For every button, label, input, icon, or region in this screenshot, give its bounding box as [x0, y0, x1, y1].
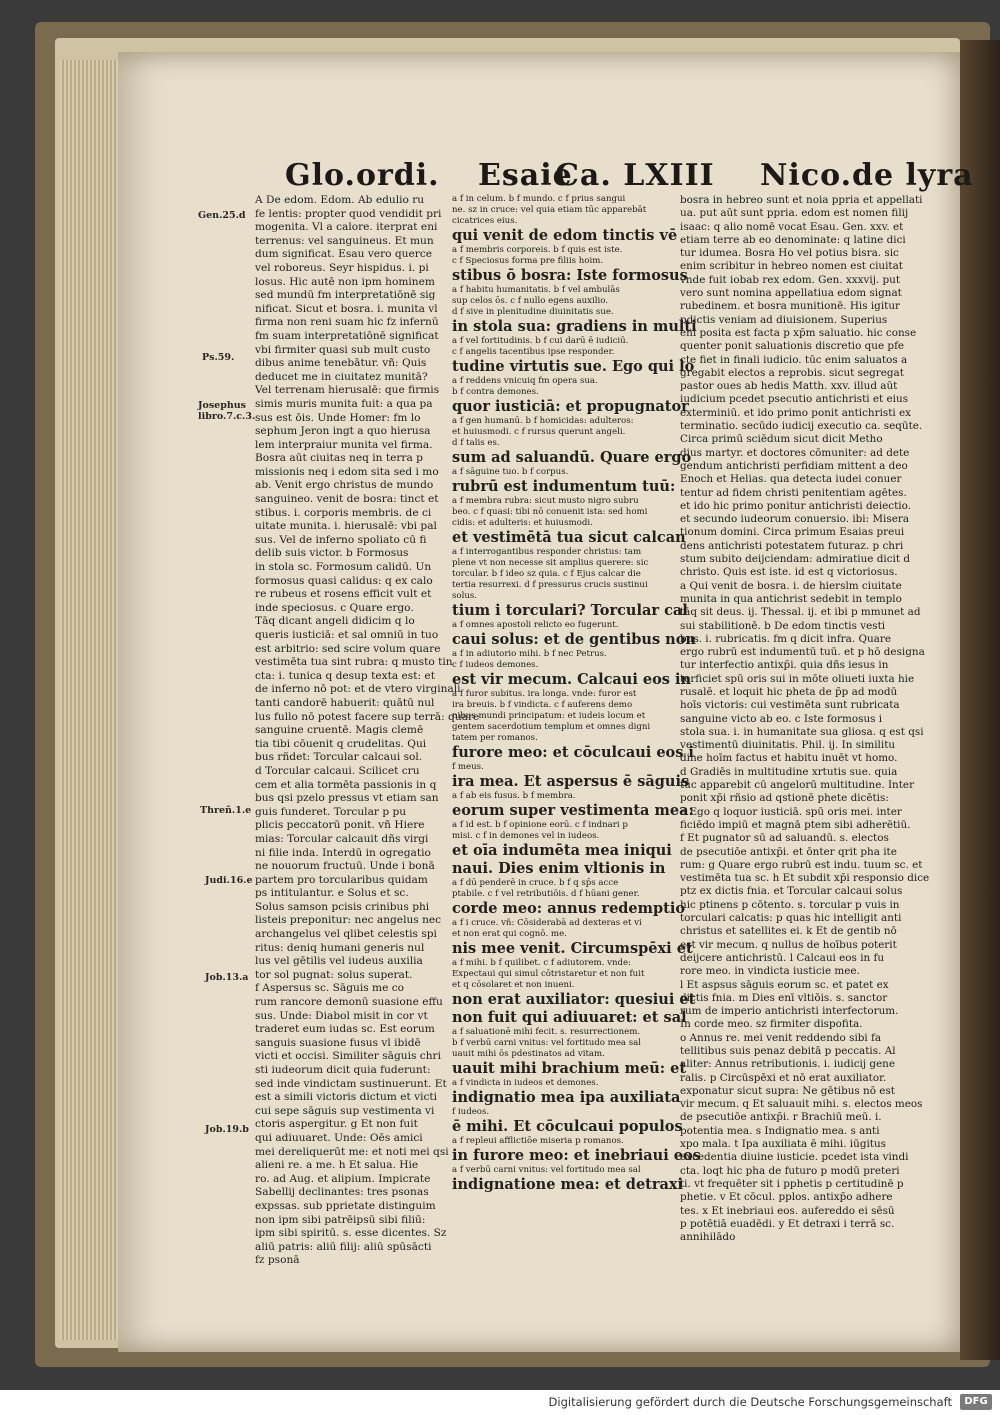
- text-line: uauit mihi brachium meū: et: [452, 1060, 687, 1077]
- text-line: sui stabilitionē. b De edom tinctis vesti: [680, 619, 886, 632]
- text-line: a f membris corporeis. b f quis est iste.: [452, 245, 623, 255]
- text-line: ni filie inda. Interdū in ogregatio: [255, 846, 431, 859]
- text-line: in stola sua: gradiens in multi: [452, 318, 697, 335]
- margin-note: Josephus libro.7.c.3.: [198, 400, 256, 422]
- text-line: tudine virtutis sue. Ego qui lo: [452, 358, 695, 375]
- dfg-logo: DFG: [960, 1394, 992, 1410]
- text-line: caui solus: et de gentibus non: [452, 631, 696, 648]
- text-line: sus. Vel de inferno spoliato cū fi: [255, 533, 427, 546]
- text-line: ipm sibi spiritū. s. esse dicentes. Sz: [255, 1227, 447, 1240]
- margin-note: Gen.25.d: [198, 210, 246, 221]
- text-line: sus est ōis. Unde Homer: fm lo: [255, 411, 421, 424]
- text-line: partem pro torcularibus quidam: [255, 873, 428, 886]
- text-line: dens antichristi potestatem futuraz. p chri: [680, 539, 904, 552]
- text-line: plene vt non necesse sit amplius querere: sic: [452, 558, 649, 568]
- text-line: ira mea. Et aspersus ē sāguis: [452, 773, 690, 790]
- text-line: et q cōsolaret et non inueni.: [452, 980, 575, 990]
- text-line: a f interrogantibus responder christus: tam: [452, 547, 642, 557]
- text-line: sum ad saluandū. Quare ergo: [452, 449, 692, 466]
- text-line: Enoch et Helias. qua detecta iudei conuer: [680, 473, 902, 486]
- text-line: ficiēdo impiū et magnā ptem sibi adherētiū.: [680, 818, 911, 831]
- text-line: cui sepe sāguis sup vestimenta vi: [255, 1104, 435, 1117]
- text-line: ne. sz in cruce: vel quia etiam tūc apparebāt: [452, 205, 647, 215]
- text-line: a Qui venit de bosra. i. de hierslm ciuitate: [680, 579, 902, 592]
- text-line: a f gen humanū. b f homicidas: adulteros:: [452, 416, 634, 426]
- text-line: et non erat qui cognō. me.: [452, 929, 567, 939]
- text-column: [452, 194, 701, 1194]
- text-line: annihilādo: [680, 1231, 736, 1244]
- text-line: sanguis suasione fusus vl ibidē: [255, 1036, 421, 1049]
- text-line: a f reddens vnicuiq fm opera sua.: [452, 376, 598, 386]
- text-line: ctoris aspergitur. g Et non fuit: [255, 1118, 418, 1131]
- text-line: cte fiet in finali iudicio. tūc enim saluatos a: [680, 353, 908, 366]
- text-line: sanguine victo ab eo. c Iste formosus i: [680, 712, 883, 725]
- text-line: ti. vt frequēter sit i pphetis p certitudinē p: [680, 1177, 904, 1190]
- text-line: a f mihi. b f quilibet. c f adiutorem. vnde:: [452, 958, 632, 968]
- text-line: a f i cruce. vñ: Cōsiderabā ad dexteras et vi: [452, 918, 642, 928]
- text-line: non ipm sibi patrēipsū sibi filiū:: [255, 1213, 426, 1226]
- text-line: a f verbū carni vnitus: vel fortitudo mea sal: [452, 1165, 641, 1175]
- text-line: c f Speciosus forma pre filiis hoim.: [452, 256, 604, 266]
- text-line: d Torcular calcaui. Scilicet cru: [255, 764, 420, 777]
- text-line: ro. ad Aug. et alipium. Impicrate: [255, 1172, 431, 1185]
- text-line: sed mundū fm interpretatiōnē sig: [255, 289, 436, 302]
- text-line: ptabile. c f vel retributiōis. d f hūani gener.: [452, 889, 640, 899]
- text-line: victi et occisi. Similiter sāguis chri: [255, 1050, 441, 1063]
- text-line: sed inde vindictam sustinuerunt. Et: [255, 1077, 447, 1090]
- text-line: tentur ad fidem christi penitentiam agētes.: [680, 486, 907, 499]
- text-line: vir mecum. q Et saluauit mihi. s. electos meos: [680, 1098, 923, 1111]
- text-line: etiam terre ab eo denominate: q latine dici: [680, 233, 906, 246]
- text-line: indignatio mea ipa auxiliata: [452, 1089, 681, 1106]
- text-line: est a simili victoris dictum et victi: [255, 1091, 438, 1104]
- text-line: cidis: et adulteris: et huiusmodi.: [452, 518, 593, 528]
- text-line: Tāq dicant angeli didicim q lo: [255, 615, 415, 628]
- text-line: simis muris munita fuit: a qua pa: [255, 397, 433, 410]
- text-line: rum de imperio antichristi interfectorum.: [680, 1005, 899, 1018]
- text-line: l Et aspsus sāguis eorum sc. et patet ex: [680, 978, 889, 991]
- text-line: et vestimētā tua sicut calcan: [452, 529, 686, 546]
- text-line: fe lentis: propter quod vendidit pri: [255, 207, 442, 220]
- text-line: enī posita est facta p xp̄m saluatio. hic conse: [680, 326, 917, 339]
- text-line: f iudeos.: [452, 1107, 490, 1117]
- text-line: d f talis es.: [452, 438, 500, 448]
- text-line: c f angelis tacentibus ipse responder.: [452, 347, 615, 357]
- text-line: uauit mihi ōs pdestinatos ad vitam.: [452, 1049, 605, 1059]
- text-line: a f repleui afflictiōe miseria p romanos.: [452, 1136, 624, 1146]
- text-line: tur interfectio antixp̄i. quia dñs iesus in: [680, 659, 889, 672]
- text-line: eorum super vestimenta mea:: [452, 802, 694, 819]
- text-line: ralis. p Circūspēxi et nō erat auxiliator.: [680, 1071, 887, 1084]
- text-line: rum rancore demonū suasione effu: [255, 996, 443, 1009]
- text-line: ponit xp̄i rñsio ad qstionē phete dicētis:: [680, 792, 889, 805]
- text-line: cicatrices eius.: [452, 216, 518, 226]
- text-line: in furore meo: et inebriaui eos: [452, 1147, 701, 1164]
- text-line: torculari calcatis: p quas hic intelligit anti: [680, 912, 902, 925]
- margin-note: Threñ.1.e: [200, 805, 252, 816]
- text-line: indignatione mea: et detraxi: [452, 1176, 684, 1193]
- text-line: delib suis victor. b Formosus: [255, 547, 409, 560]
- footer-bar: [0, 1390, 1000, 1415]
- text-line: sti iudeorum dicit quia fuderunt:: [255, 1064, 431, 1076]
- text-line: f Aspersus sc. Sāguis me co: [255, 982, 405, 995]
- text-line: a f in adiutorio mihi. b f nec Petrus.: [452, 649, 607, 659]
- text-line: a f saluationē mihi fecit. s. resurrectionem.: [452, 1027, 641, 1037]
- text-line: vestimentū diuinitatis. Phil. ij. In similitu: [680, 739, 896, 752]
- text-line: tellitibus suis penaz debitā p peccatis. Al: [680, 1045, 896, 1057]
- margin-note: Job.13.a: [205, 972, 249, 983]
- text-line: deijcere antichristū. l Calcaui eos in fu: [680, 951, 885, 964]
- text-line: ps intitulantur. e Solus et sc.: [255, 887, 409, 900]
- text-line: cta. loqt hic pha de futuro p modū preteri: [680, 1164, 900, 1177]
- text-line: vestimēta tua sc. h Et subdit xp̄i responsio dice: [680, 872, 930, 885]
- text-line: dum significat. Esau vero querce: [255, 248, 433, 261]
- text-line: dictis fnia. m Dies enī vltiōis. s. sanctor: [680, 991, 888, 1004]
- text-line: rum: g Quare ergo rubrū est indu. tuum sc. et: [680, 858, 923, 871]
- text-line: a f ab eis fusus. b f membra.: [452, 791, 576, 801]
- text-line: ē mihi. Et cōculcaui populos: [452, 1118, 683, 1135]
- text-line: tes. x Et inebriaui eos. aufereddo ei sēsū: [680, 1204, 895, 1217]
- text-line: vestimēta tua sint rubra: q musto tin: [255, 656, 453, 669]
- text-line: enim scribitur in hebreo nomen est ciuitat: [680, 260, 903, 273]
- text-line: nibus mundi principatum: et iudeis locum et: [452, 711, 646, 721]
- text-line: stibus. i. corporis membris. de ci: [255, 506, 432, 519]
- margin-note: Ps.59.: [202, 352, 235, 363]
- text-line: tium i torculari? Torcular cal: [452, 602, 688, 619]
- text-line: sus. Unde: Diabol misit in cor vt: [255, 1009, 428, 1022]
- text-line: vbi firmiter quasi sub mult custo: [255, 343, 431, 356]
- text-line: mias: Torcular calcauit dñs virgi: [255, 832, 429, 845]
- text-line: est arbitrio: sed scire volum quare: [255, 642, 441, 655]
- text-line: alieni re. a me. h Et salua. Hie: [255, 1159, 419, 1172]
- text-line: dius martyr. et doctores cōmuniter: ad dete: [680, 446, 910, 459]
- text-line: est vir mecum. q nullus de hoībus poterit: [680, 938, 897, 951]
- text-line: mogenita. Vl a calore. iterprat eni: [255, 221, 438, 234]
- text-line: non erat auxiliator: quesiui et: [452, 991, 696, 1008]
- text-line: deducet me in ciuitatez munitā?: [255, 370, 428, 383]
- text-line: iudicium pcedet psecutio antichristi et eius: [680, 393, 909, 406]
- text-line: expssas. sub pprietate distinguim: [255, 1199, 436, 1212]
- text-line: exponatur sicut supra: Ne gētibus nō est: [680, 1084, 895, 1097]
- text-line: bus qsi pzelo pressus vt etiam san: [255, 792, 439, 805]
- text-line: formosus quasi calidus: q ex calo: [255, 574, 433, 587]
- text-line: A De edom. Edom. Ab edulio ru: [255, 194, 425, 206]
- text-line: gregabit electos a reprobis. sicut segregat: [680, 366, 904, 379]
- text-line: tanti candorē habuerit: quātū nul: [255, 696, 435, 709]
- text-line: terminatio. secūdo iudicij executio ca. seqūte.: [680, 420, 923, 433]
- text-line: potentia mea. s Indignatio mea. s anti: [680, 1124, 880, 1137]
- text-line: a f sāguine tuo. b f corpus.: [452, 467, 569, 477]
- text-line: a f membra rubra: sicut musto nigro subru: [452, 496, 639, 506]
- text-line: fz psonā: [255, 1254, 300, 1267]
- text-line: gendum antichristi perfidiam mittent a deo: [680, 459, 908, 472]
- text-line: munita in qua antichrist sedebit in templo: [680, 592, 902, 605]
- text-line: aliū patris: aliū filij: aliū spūsācti: [255, 1240, 432, 1253]
- text-line: a f dū penderē in cruce. b f q sp̄s acce: [452, 878, 619, 888]
- text-line: b f contra demones.: [452, 387, 539, 397]
- text-line: ira breuis. b f vindicta. c f auferens demo: [452, 700, 633, 710]
- text-line: c f iudeos demones.: [452, 660, 539, 670]
- text-line: bus. i. rubricatis. fm q dicit infra. Quare: [680, 632, 891, 645]
- text-line: sephum Jeron ingt a quo hierusa: [255, 425, 431, 438]
- text-line: corde meo: annus redemptio: [452, 900, 686, 917]
- text-line: sup celos ōs. c f nullo egens auxilio.: [452, 296, 608, 306]
- commentary-column: [680, 194, 942, 1244]
- text-line: ab. Venit ergo christus de mundo: [255, 479, 434, 492]
- running-head-book: Esaie: [478, 158, 573, 193]
- text-line: solus.: [452, 591, 478, 601]
- text-line: nis mee venit. Circumspēxi et: [452, 940, 693, 957]
- text-line: dine hoīm factus et habitu inuēt vt homo.: [680, 752, 898, 765]
- text-line: a f furor subitus. ira longa. vnde: furor est: [452, 689, 637, 699]
- text-line: tūc apparebit cū angelorū multitudine. Inter: [680, 779, 915, 792]
- text-line: christus et satellites ei. k Et de gentib nō: [680, 925, 897, 938]
- text-line: Vel terrenam hierusalē: que firmis: [255, 384, 440, 397]
- running-head-right: Nico.de lyra: [760, 158, 974, 193]
- text-line: pastor oues ab hedis Matth. xxv. illud aūt: [680, 380, 898, 393]
- text-line: o Annus re. mei venit reddendo sibi fa: [680, 1031, 882, 1044]
- text-line: ergo rubrū est indumentū tuū. et p hō designa: [680, 646, 925, 659]
- margin-note: Job.19.b: [205, 1124, 249, 1135]
- text-line: tionum domini. Circa primum Esaias preui: [680, 526, 905, 539]
- text-line: f meus.: [452, 762, 484, 772]
- text-line: tertia resurrexi. d f pressurus crucis sustinui: [452, 580, 648, 590]
- text-line: lem interpraiur munita vel firma.: [255, 438, 433, 451]
- text-line: missionis neq i edom sita sed i mo: [255, 465, 439, 478]
- running-head-left: Glo.ordi.: [285, 158, 440, 193]
- text-line: a f in celum. b f mundo. c f prius sangui: [452, 194, 626, 204]
- text-line: cem et alia tormēta passionis in q: [255, 778, 437, 791]
- text-line: archangelus vel qlibet celestis spi: [255, 928, 437, 941]
- text-line: rubedinem. et bosra munitionē. His igitur: [680, 300, 900, 313]
- text-line: terficiet spū oris sui in mōte oliueti iuxta hie: [680, 672, 915, 685]
- margin-note: Judi.16.e: [205, 875, 253, 886]
- text-line: d f sive in plenitudine diuinitatis sue.: [452, 307, 614, 317]
- text-line: misi. c f in demones vel in iudeos.: [452, 831, 600, 841]
- text-line: listeis preponitur: nec angelus nec: [255, 914, 442, 927]
- footer-credit: Digitalisierung gefördert durch die Deutsche Forschungsgemeinschaft: [548, 1395, 952, 1409]
- text-line: aliter: Annus retributionis. i. iudicij gene: [680, 1058, 896, 1071]
- text-line: et ido hic primo ponitur antichristi deiectio.: [680, 499, 911, 512]
- text-line: mei dereliquerūt me: et noti mei qsi: [255, 1145, 449, 1158]
- text-line: tatem per romanos.: [452, 733, 538, 743]
- text-line: ptz ex dictis fnia. et Torcular calcaui solus: [680, 885, 903, 898]
- text-line: bosra in hebreo sunt et noia ppria et appellati: [680, 194, 923, 206]
- text-line: a f habitu humanitatis. b f vel ambulās: [452, 285, 620, 295]
- text-line: et oīa indumēta mea iniqui: [452, 842, 672, 859]
- text-line: isaac: q alio nomē vocat Esau. Gen. xxv. et: [680, 220, 904, 233]
- text-line: cta: i. tunica q desup texta est: et: [255, 669, 435, 682]
- text-line: hic ptinens p cōtento. s. torcular p vuis in: [680, 898, 900, 911]
- text-line: a f vel fortitudinis. b f cui darū ē iudiciū.: [452, 336, 629, 346]
- text-line: Expectaui qui simul cōtristaretur et non fuit: [452, 969, 645, 979]
- text-line: ne nouorum fructuū. Unde i bonā: [255, 860, 435, 873]
- text-line: losus. Hic autē non ipm hominem: [255, 275, 435, 288]
- page-leaves: [60, 60, 120, 1340]
- text-line: tor sol pugnat: solus superat.: [255, 968, 413, 981]
- text-line: rusalē. et loquit hic pheta de p̄p ad modū: [680, 685, 898, 698]
- text-line: pdictis veniam ad diuisionem. Superius: [680, 313, 888, 326]
- text-line: Circa primū sciēdum sicut dicit Metho: [680, 433, 883, 446]
- text-line: inde speciosus. c Quare ergo.: [255, 601, 414, 614]
- text-line: e Ego q loquor iusticiā. spū oris mei. inter: [680, 805, 902, 818]
- text-line: f Et pugnator sū ad saluandū. s. electos: [680, 832, 889, 845]
- text-line: christo. Quis est iste. id est q victoriosus.: [680, 566, 898, 579]
- text-line: est vir mecum. Calcaui eos in: [452, 671, 692, 688]
- text-line: in stola sc. Formosum calidū. Un: [255, 561, 432, 574]
- text-line: traderet eum iudas sc. Est eorum: [255, 1023, 435, 1036]
- text-line: dibus anime tenebātur. vñ: Quis: [255, 357, 427, 370]
- text-line: et secundo iudeorum conuersio. ibi: Misera: [680, 513, 910, 526]
- text-line: d Gradiēs in multitudine xrtutis sue. quia: [680, 765, 898, 778]
- text-line: lus fullo nō potest facere sup terrā: quare: [255, 710, 480, 723]
- text-line: beo. c f quasi: tibi nō conuenit ista: sed homi: [452, 507, 648, 517]
- text-line: p potētiā euadēdi. y Et detraxi i terrā sc.: [680, 1217, 895, 1230]
- text-line: sanguine cruentē. Magis clemē: [255, 724, 424, 737]
- text-line: rore meo. in vindicta iusticie mee.: [680, 965, 860, 978]
- text-line: quenter ponit saluationis discretio que pfe: [680, 340, 905, 353]
- text-line: tāq sit deus. ij. Thessal. ij. et ibi p mmunet ad: [680, 606, 921, 619]
- text-line: In corde meo. sz firmiter dispofita.: [680, 1018, 863, 1031]
- text-line: plicis peccatorū ponit. vñ Hiere: [255, 819, 425, 832]
- text-line: non fuit qui adiuuaret: et sal: [452, 1009, 687, 1026]
- text-line: re rubeus et rosens efficit vult et: [255, 588, 432, 601]
- text-line: Bosra aūt ciuitas neq in terra p: [255, 452, 423, 465]
- text-line: tur idumea. Bosra Ho vel potius bisra. sic: [680, 247, 899, 260]
- text-line: naui. Dies enim vltionis in: [452, 860, 666, 877]
- text-line: gentem sacerdotium templum et omnes digni: [452, 722, 651, 732]
- text-line: ritus: deniq humani generis nul: [255, 941, 425, 954]
- text-line: queris iusticiā: et sal omniū in tuo: [255, 629, 439, 641]
- text-line: uitate munita. i. hierusalē: vbi pal: [255, 520, 437, 533]
- text-line: et huiusmodi. c f rursus querunt angeli.: [452, 427, 626, 437]
- text-line: b f verbū carni vnitus: vel fortitudo mea sal: [452, 1038, 642, 1048]
- text-line: stibus ō bosra: Iste formosus: [452, 267, 688, 284]
- text-line: sanguineo. venit de bosra: tinct et: [255, 493, 439, 506]
- text-line: a f omnes apostoli relicto eo fugerunt.: [452, 620, 619, 630]
- text-line: Solus samson pcisis crinibus phi: [255, 900, 430, 913]
- text-line: ua. put aūt sunt ppria. edom est nomen filij: [680, 207, 909, 220]
- text-line: firma non reni suam hic fz infernū: [255, 316, 439, 329]
- text-line: tia tibi cōuenit q crudelitas. Qui: [255, 737, 427, 750]
- text-line: lus vel gētilis vel iudeus auxilia: [255, 955, 423, 968]
- text-line: xpo mala. t Ipa auxiliata ē mihi. iūgitus: [680, 1138, 886, 1151]
- text-line: qui venit de edom tinctis vē: [452, 227, 678, 244]
- running-head-chapter: Ca. LXIII: [555, 158, 715, 193]
- text-line: excedentia diuine iusticie. pcedet ista vindi: [680, 1151, 909, 1164]
- text-line: qui adiuuaret. Unde: Oēs amici: [255, 1131, 423, 1144]
- text-line: terrenus: vel sanguineus. Et mun: [255, 234, 434, 247]
- text-line: guis funderet. Torcular p pu: [255, 805, 407, 818]
- text-line: Sabellij declinantes: tres psonas: [255, 1186, 429, 1199]
- text-line: hoīs victoris: cui vestimēta sunt rubricata: [680, 699, 900, 712]
- text-line: fm suam interpretatiōnē significat: [255, 329, 439, 342]
- text-line: vero sunt nomina appellatiua edom signat: [680, 287, 902, 300]
- text-line: de psecutiōe antixp̄i. et ōnter qrit pha ite: [680, 845, 897, 858]
- text-line: vel roboreus. Seyr hispidus. i. pi: [255, 261, 429, 274]
- text-line: stola sua. i. in humanitate sua gliosa. q est qsi: [680, 725, 924, 738]
- text-line: a f vindicta in iudeos et demones.: [452, 1078, 599, 1088]
- text-line: torcular. b f ideo sz quia. c f Ejus calcar die: [452, 569, 641, 579]
- binding-edge: [960, 40, 1000, 1360]
- text-line: phetie. v Et cōcul. pplos. antixp̄o adhere: [680, 1191, 893, 1204]
- text-line: exterminiū. et ido primo ponit antichristi ex: [680, 406, 912, 419]
- text-line: stum subito deijciendam: admiratiue dicit d: [680, 553, 910, 566]
- text-line: bus rñdet: Torcular calcaui sol.: [255, 751, 423, 764]
- text-line: nificat. Sicut et bosra. i. munita vl: [255, 302, 438, 315]
- text-line: de inferno nō pot: et de vtero virginali: [255, 683, 461, 696]
- text-line: vnde fuit iobab rex edom. Gen. xxxvij. put: [680, 273, 901, 286]
- text-line: a f id est. b f opinione eorū. c f indnari p: [452, 820, 628, 830]
- text-line: furore meo: et cōculcaui eos i: [452, 744, 694, 761]
- text-line: quor iusticiā: et propugnator: [452, 398, 689, 415]
- text-line: de psecutiōe antixp̄i. r Brachiū meū. i.: [680, 1111, 882, 1124]
- text-line: rubrū est indumentum tuū:: [452, 478, 676, 495]
